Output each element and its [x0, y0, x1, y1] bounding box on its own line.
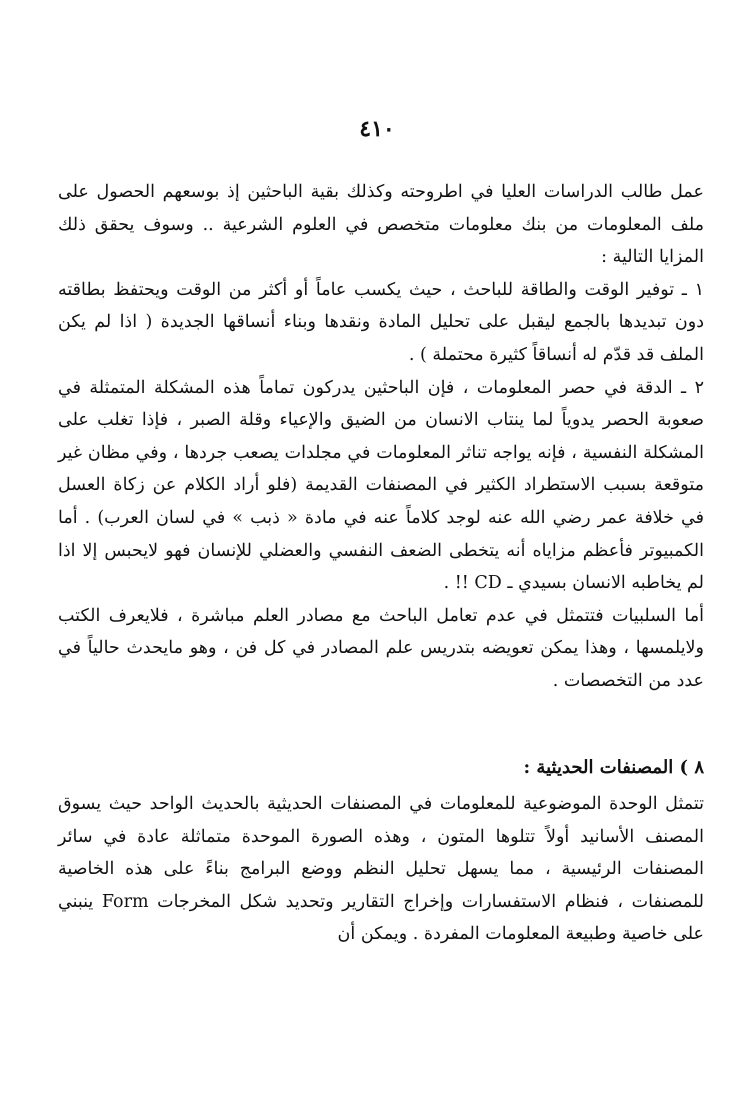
body-text-section-1 [58, 176, 704, 698]
paragraph-hadith-works: تتمثل الوحدة الموضوعية للمعلومات في المصنفات الحديثية بالحديث الواحد حيث يسوق المصنف الأسانيد أولاً تتلوها المتون ، وهذه الصورة الموحدة متماثلة عادة في سائر المصنفات الرئيسية ، مما يسهل تحليل النظم ووضع البرامج بناءً على هذه الخاصية للمصنفات ، فنظام الاستفسارات وإخراج التقارير وتحديد شكل المخرجات Form ينبني على خاصية وطبيعة المعلومات المفردة . ويمكن أن [58, 794, 704, 945]
section-heading-title: المصنفات الحديثية : [523, 757, 674, 778]
paragraph-point-1: ١ ـ توفير الوقت والطاقة للباحث ، حيث يكسب عاماً أو أكثر من الوقت ويحتفظ بطاقته دون تبديدها بالجمع ليقبل على تحليل المادة ونقدها وبناء أنساقها الجديدة ( اذا لم يكن الملف قد قدّم له أنساقاً كثيرة محتملة ) . [58, 279, 704, 365]
paragraph-negatives: أما السلبيات فتتمثل في عدم تعامل الباحث مع مصادر العلم مباشرة ، فلايعرف الكتب ولايلمسها ، وهذا يمكن تعويضه بتدريس علم المصادر في كل فن ، وهو مايحدث حالياً في عدد من التخصصات . [58, 605, 704, 691]
paragraph-point-2: ٢ ـ الدقة في حصر المعلومات ، فإن الباحثين يدركون تماماً هذه المشكلة المتمثلة في صعوبة الحصر يدوياً لما ينتاب الانسان من الضيق والإعياء وقلة الصبر ، فإذا تغلب على المشكلة النفسية ، فإنه يواجه تناثر المعلومات في مجلدات يصعب جردها ، وفي مظان غير متوقعة بسبب الاستطراد الكثير في المصنفات القديمة (فلو أراد الكلام عن زكاة العسل في خلافة عمر رضي الله عنه لوجد كلاماً عنه في مادة « ذبب » في لسان العرب) . أما الكمبيوتر فأعظم مزاياه أنه يتخطى الضعف النفسي والعضلي للإنسان فهو لايحبس إلا اذا لم يخاطبه الانسان بسيدي ـ CD !! . [58, 377, 704, 594]
paragraph-intro: عمل طالب الدراسات العليا في اطروحته وكذلك بقية الباحثين إذ بوسعهم الحصول على ملف المعلومات من بنك معلومات متخصص في العلوم الشرعية .. وسوف يحقق ذلك المزايا التالية : [58, 182, 704, 268]
section-heading-number: ٨ ) [679, 757, 704, 778]
page-number: ٤١٠ [359, 116, 395, 142]
section-heading [58, 757, 704, 778]
body-text-section-2 [58, 788, 704, 951]
